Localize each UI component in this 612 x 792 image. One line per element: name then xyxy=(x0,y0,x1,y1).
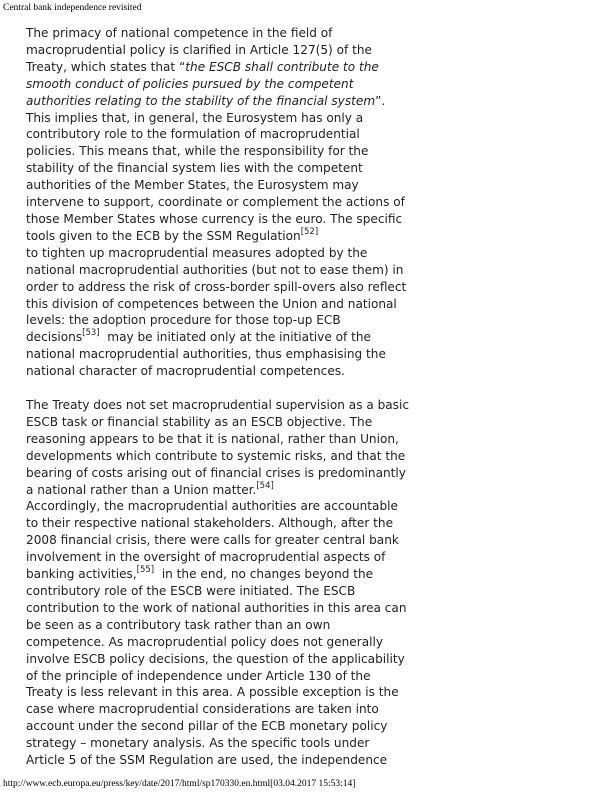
text-span: a national rather than a Union matter. xyxy=(26,482,257,497)
text-line xyxy=(26,566,418,583)
text-line: contributory role of the ESCB were initiated. The ESCB xyxy=(26,584,356,598)
text-span: banking activities, xyxy=(26,567,137,582)
text-line: contributory role to the formulation of macroprudential xyxy=(26,127,360,142)
text-line: those Member States whose currency is the euro. The specific xyxy=(26,211,403,226)
text-line xyxy=(26,76,418,93)
text-span: in the end, no changes beyond the xyxy=(154,567,374,582)
text-line: levels: the adoption procedure for those top-up ECB xyxy=(26,313,341,328)
text-line xyxy=(26,228,418,245)
text-line: reasoning appears to be that it is national, rather than Union, xyxy=(26,431,399,446)
text-line: This implies that, in general, the Eurosystem has only a xyxy=(26,110,364,125)
text-line: involve ESCB policy decisions, the question of the applicability xyxy=(26,651,405,666)
footnote-link-54[interactable]: [54] xyxy=(256,480,274,491)
paragraph-treaty-supervision xyxy=(26,397,418,769)
text-line: stability of the financial system lies with the competent xyxy=(26,161,363,176)
text-line: Article 5 of the SSM Regulation are used, the independence xyxy=(26,753,388,768)
text-line: The Treaty does not set macroprudential supervision as a basic xyxy=(26,398,409,413)
paragraph-macroprudential-competence xyxy=(26,25,418,380)
text-span: tools given to the ECB by the SSM Regulation xyxy=(26,228,301,243)
footnote-link-55[interactable]: [55] xyxy=(136,565,155,576)
text-line: contribution to the work of national authorities in this area can xyxy=(26,600,407,615)
text-span: decisions xyxy=(26,330,83,345)
footnote-link-53[interactable]: [53] xyxy=(82,328,100,339)
treaty-quote: smooth conduct of policies pursued by the competent xyxy=(26,76,354,91)
text-line: Accordingly, the macroprudential authorities are accountable xyxy=(26,499,398,514)
treaty-quote: authorities relating to the stability of the financial system xyxy=(26,93,376,108)
text-span: Treaty, which states that “ xyxy=(26,59,186,74)
text-line: Treaty is less relevant in this area. A possible exception is the xyxy=(26,685,399,700)
text-line: ESCB task or financial stability as an ESCB objective. The xyxy=(26,414,373,429)
text-line: national macroprudential authorities (but not to ease them) in xyxy=(26,262,404,277)
text-span: ”. xyxy=(375,93,386,108)
text-line: be seen as a contributory task rather than an own xyxy=(26,617,331,632)
text-line: national character of macroprudential competences. xyxy=(26,364,345,379)
footnote-link-52[interactable]: [52] xyxy=(300,226,319,237)
text-line: case where macroprudential considerations are taken into xyxy=(26,702,379,717)
treaty-quote: the ESCB shall contribute to the xyxy=(185,59,379,74)
text-line: strategy – monetary analysis. As the specific tools under xyxy=(26,736,370,751)
text-line: developments which contribute to systemic risks, and that the xyxy=(26,448,406,463)
text-line: to tighten up macroprudential measures adopted by the xyxy=(26,245,368,260)
text-line: involvement in the oversight of macroprudential aspects of xyxy=(26,550,386,565)
text-line: this division of competences between the Union and national xyxy=(26,296,397,311)
page-header-title: Central bank independence revisited xyxy=(3,3,142,13)
text-line: national macroprudential authorities, thus emphasising the xyxy=(26,347,386,362)
text-line: order to address the risk of cross-border spill-overs also reflect xyxy=(26,279,407,294)
text-line: of the principle of independence under Article 130 of the xyxy=(26,668,371,683)
text-line: intervene to support, coordinate or complement the actions of xyxy=(26,195,405,210)
article-body xyxy=(26,25,418,769)
text-line xyxy=(26,329,418,346)
text-line: The primacy of national competence in the field of xyxy=(26,26,333,40)
text-line: to their respective national stakeholders. Although, after the xyxy=(26,516,394,531)
text-line: bearing of costs arising out of financial crises is predominantly xyxy=(26,465,406,480)
text-line: policies. This means that, while the responsibility for the xyxy=(26,144,369,159)
text-line: competence. As macroprudential policy does not generally xyxy=(26,634,383,649)
text-line xyxy=(26,93,418,110)
text-line: 2008 financial crisis, there were calls for greater central bank xyxy=(26,533,399,548)
text-span: may be initiated only at the initiative of the xyxy=(99,330,371,345)
text-line: macroprudential policy is clarified in Article 127(5) of the xyxy=(26,42,372,57)
text-line: authorities of the Member States, the Eurosystem may xyxy=(26,178,359,193)
text-line xyxy=(26,482,418,499)
text-line: account under the second pillar of the ECB monetary policy xyxy=(26,719,388,734)
page-footer-url: http://www.ecb.europa.eu/press/key/date/2017/html/sp170330.en.html[03.04.2017 15:53:14] xyxy=(3,779,356,789)
text-line xyxy=(26,59,418,76)
